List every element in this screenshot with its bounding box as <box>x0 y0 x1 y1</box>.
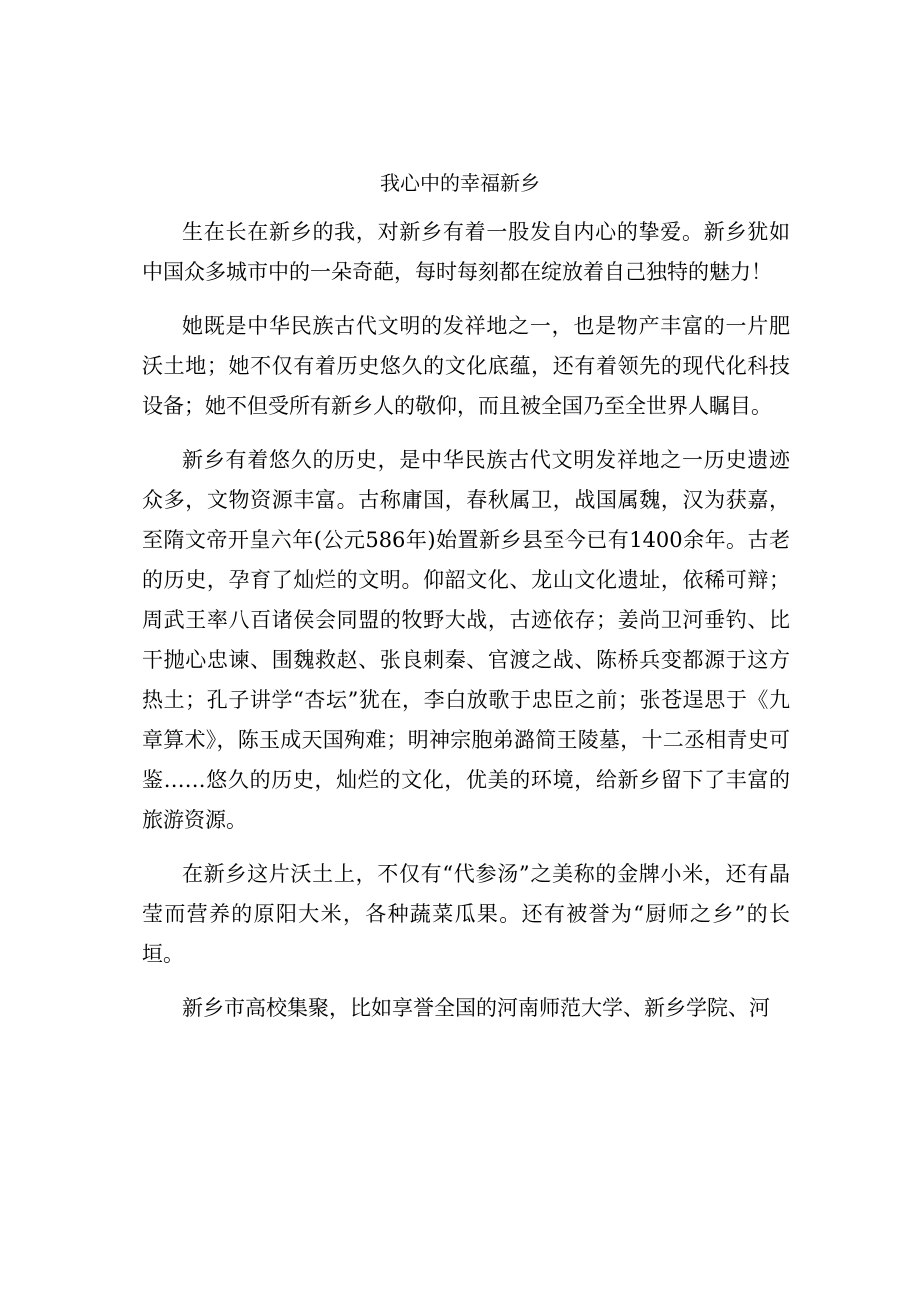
paragraph-1: 生在长在新乡的我，对新乡有着一股发自内心的挚爱。新乡犹如中国众多城市中的一朵奇葩，每时每刻都在绽放着自己独特的魅力！ <box>142 220 790 284</box>
document-title: 我心中的幸福新乡 <box>380 171 540 195</box>
document-body <box>142 212 790 1042</box>
paragraph-5: 新乡市高校集聚，比如享誉全国的河南师范大学、新乡学院、河 <box>182 996 770 1020</box>
paragraph-4: 在新乡这片沃土上，不仅有“代参汤”之美称的金牌小米，还有晶莹而营养的原阳大米，各种蔬菜瓜果。还有被誉为“厨师之乡”的长垣。 <box>142 862 790 966</box>
paragraph-3: 新乡有着悠久的历史，是中华民族古代文明发祥地之一历史遗迹众多，文物资源丰富。古称庸国，春秋属卫，战国属魏，汉为获嘉，至隋文帝开皇六年(公元586年)始置新乡县至今已有1400余年。古老的历史，孕育了灿烂的文明。仰韶文化、龙山文化遗址，依稀可辩；周武王率八百诸侯会同盟的牧野大战，古迹依存；姜尚卫河垂钓、比干抛心忠谏、围魏救赵、张良刺秦、官渡之战、陈桥兵变都源于这方热土；孔子讲学“杏坛”犹在，李白放歌于忠臣之前；张苍逞思于《九章算术》，陈玉成天国殉难；明神宗胞弟潞简王陵墓，十二丞相青史可鉴……悠久的历史，灿烂的文化，优美的环境，给新乡留下了丰富的旅游资源。 <box>142 448 790 832</box>
paragraph-2: 她既是中华民族古代文明的发祥地之一，也是物产丰富的一片肥沃土地；她不仅有着历史悠久的文化底蕴，还有着领先的现代化科技设备；她不但受所有新乡人的敬仰，而且被全国乃至全世界人瞩目。 <box>142 314 790 418</box>
